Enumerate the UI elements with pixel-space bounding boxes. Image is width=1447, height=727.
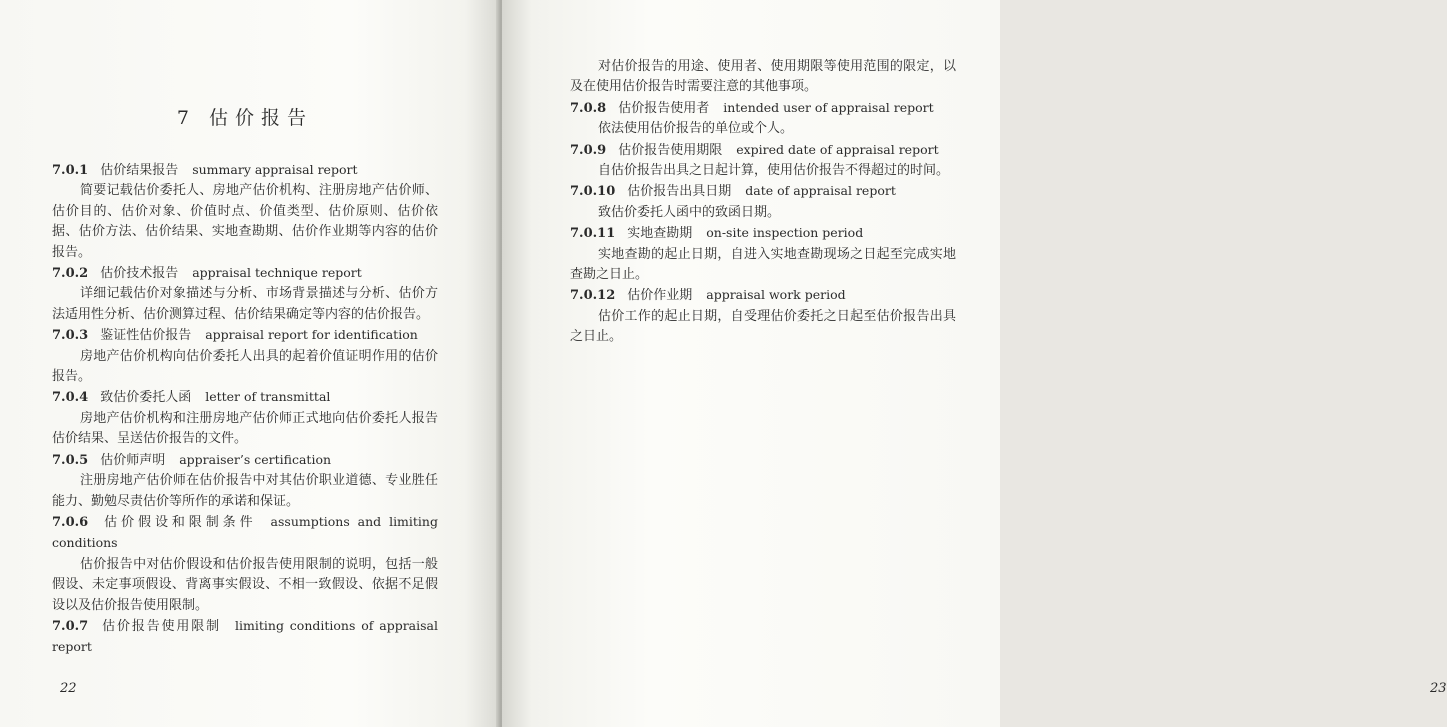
entry-number: 7.0.12 [570,288,616,304]
entry-number: 7.0.8 [570,100,607,116]
page-number-left: 22 [60,681,77,696]
glossary-entry [52,263,438,325]
term-english: date of appraisal report [745,183,896,199]
glossary-entry [52,387,438,449]
glossary-entry [570,285,956,347]
term-english: appraiser’s certification [179,451,332,467]
term-chinese: 估价技术报告 [100,266,179,282]
term-chinese: 估价报告出具日期 [627,184,732,200]
entry-definition: 详细记载估价对象描述与分析、市场背景描述与分析、估价方法适用性分析、估价测算过程、估价结果确定等内容的估价报告。 [52,286,438,322]
glossary-entry [52,160,438,263]
entry-number: 7.0.10 [570,184,616,200]
glossary-entry [570,98,956,140]
term-english: letter of transmittal [205,389,331,405]
entry-number: 7.0.2 [52,266,89,282]
glossary-entry [570,181,956,223]
entry-number: 7.0.4 [52,390,89,406]
left-page [0,0,500,727]
glossary-entry [570,223,956,285]
entry-number: 7.0.6 [52,514,89,530]
term-english: appraisal technique report [192,265,362,281]
entry-definition: 依法使用估价报告的单位或个人。 [598,121,794,137]
left-entries [52,160,438,659]
glossary-entry [52,512,438,616]
term-chinese: 估价结果报告 [100,163,179,178]
glossary-entry [52,325,438,387]
term-english: assumptions and limiting conditions [52,513,438,551]
term-english: expired date of appraisal report [736,141,939,157]
term-chinese: 估价假设和限制条件 [100,514,257,530]
entry-number: 7.0.7 [52,618,89,634]
term-chinese: 估价作业期 [627,288,693,304]
entry-definition-continued: 对估价报告的用途、使用者、使用期限等使用范围的限定，以及在使用估价报告时需要注意的其他事项。 [570,59,956,95]
entry-definition: 简要记载估价委托人、房地产估价机构、注册房地产估价师、估价目的、估价对象、价值时点、价值类型、估价原则、估价依据、估价方法、估价结果、实地查勘期、估价作业期等内容的估价报告。 [52,183,438,260]
term-chinese: 致估价委托人函 [100,390,192,406]
term-chinese: 估价报告使用期限 [618,142,723,158]
glossary-entry [52,616,438,659]
term-english: appraisal work period [706,287,846,303]
term-chinese: 估价报告使用者 [618,100,710,116]
entry-number: 7.0.3 [52,328,89,344]
entry-definition: 自估价报告出具之日起计算，使用估价报告不得超过的时间。 [598,163,950,179]
term-english: limiting conditions of appraisal report [52,617,438,655]
entry-number: 7.0.9 [570,142,607,158]
entry-definition: 估价工作的起止日期，自受理估价委托之日起至估价报告出具之日止。 [570,308,956,345]
entry-number: 7.0.1 [52,163,89,178]
right-entries [570,57,956,348]
entry-definition: 实地查勘的起止日期，自进入实地查勘现场之日起至完成实地查勘之日止。 [570,246,956,283]
term-english: summary appraisal report [192,162,358,177]
entry-definition: 估价报告中对估价假设和估价报告使用限制的说明，包括一般假设、未定事项假设、背离事实假设、不相一致假设、依据不足假设以及估价报告使用限制。 [52,556,438,613]
page-number-right: 23 [1430,681,1447,696]
glossary-entry [52,450,438,512]
term-chinese: 实地查勘期 [627,226,693,242]
entry-definition: 致估价委托人函中的致函日期。 [598,204,781,220]
term-english: appraisal report for identification [205,327,418,343]
term-chinese: 估价师声明 [100,452,166,468]
entry-definition: 房地产估价机构向估价委托人出具的起着价值证明作用的估价报告。 [52,348,438,385]
term-chinese: 鉴证性估价报告 [100,328,192,344]
term-chinese: 估价报告使用限制 [100,618,222,634]
term-english: on-site inspection period [706,225,864,241]
glossary-entry [570,140,956,182]
entry-number: 7.0.5 [52,452,89,468]
entry-number: 7.0.11 [570,226,616,242]
chapter-title: 7 估价报告 [176,107,314,129]
entry-definition: 注册房地产估价师在估价报告中对其估价职业道德、专业胜任能力、勤勉尽责估价等所作的承诺和保证。 [52,473,438,509]
term-english: intended user of appraisal report [723,99,934,115]
entry-definition: 房地产估价机构和注册房地产估价师正式地向估价委托人报告估价结果、呈送估价报告的文件。 [52,410,438,447]
